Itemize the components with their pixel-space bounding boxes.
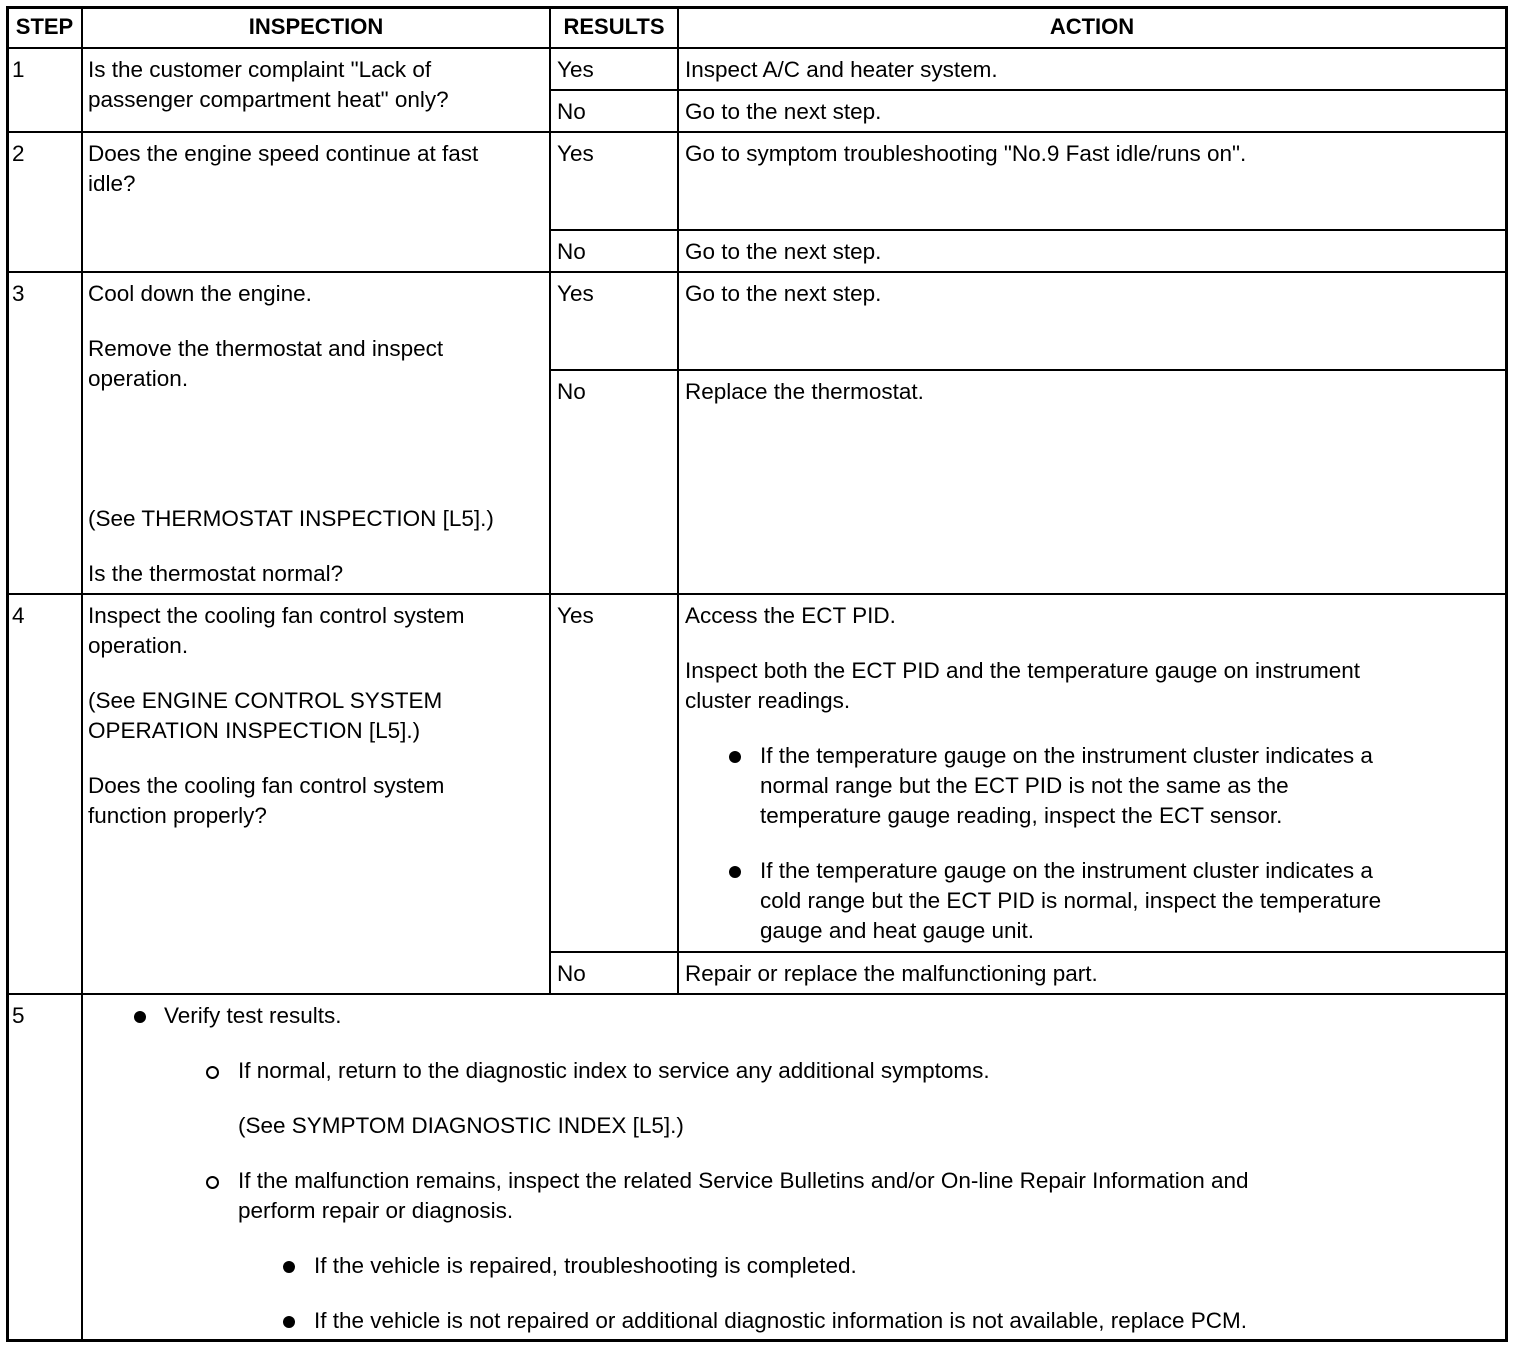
sub-bullet-text: If the malfunction remains, inspect the related Service Bulletins and/or On-line Repair Information and: [238, 1168, 1249, 1193]
row-divider-step2-yesno: [549, 229, 1506, 231]
action-bullet-text: cold range but the ECT PID is normal, inspect the temperature: [760, 888, 1382, 913]
action-yes: Inspect A/C and heater system.: [685, 57, 998, 82]
sub-bullet-icon: [206, 1176, 219, 1189]
inspection-text: Does the engine speed continue at fast: [88, 141, 479, 166]
nested-bullet-text: If the vehicle is not repaired or additional diagnostic information is not available, replace PCM.: [314, 1308, 1248, 1333]
action-bullet-text: gauge and heat gauge unit.: [760, 918, 1034, 943]
result-yes: Yes: [557, 57, 594, 82]
bullet-icon: [283, 1261, 295, 1273]
table-border-bottom: [6, 1339, 1508, 1342]
result-yes: Yes: [557, 141, 594, 166]
nested-bullet-text: If the vehicle is repaired, troubleshooting is completed.: [314, 1253, 857, 1278]
row-divider-step1-yesno: [549, 89, 1506, 91]
action-yes: Go to the next step.: [685, 281, 882, 306]
table-border-right: [1505, 6, 1508, 1342]
row-divider-step4-yesno: [549, 951, 1506, 953]
header-action: ACTION: [1049, 14, 1135, 39]
sub-bullet-text: If normal, return to the diagnostic index to service any additional symptoms.: [238, 1058, 990, 1083]
row-divider-step3-yesno: [549, 369, 1506, 371]
result-yes: Yes: [557, 281, 594, 306]
step-number: 5: [12, 1003, 25, 1028]
action-yes: Go to symptom troubleshooting "No.9 Fast idle/runs on".: [685, 141, 1247, 166]
result-yes: Yes: [557, 603, 594, 628]
header-step: STEP: [15, 14, 74, 39]
action-bullet-text: If the temperature gauge on the instrument cluster indicates a: [760, 743, 1373, 768]
action-yes: Inspect both the ECT PID and the temperature gauge on instrument: [685, 658, 1360, 683]
result-no: No: [557, 99, 586, 124]
step-number: 1: [12, 57, 25, 82]
inspection-text: operation.: [88, 633, 189, 658]
inspection-text: Does the cooling fan control system: [88, 773, 445, 798]
result-no: No: [557, 379, 586, 404]
inspection-text: Cool down the engine.: [88, 281, 312, 306]
inspection-text: Remove the thermostat and inspect: [88, 336, 444, 361]
action-yes: Access the ECT PID.: [685, 603, 896, 628]
sub-bullet-reference: (See SYMPTOM DIAGNOSTIC INDEX [L5].): [238, 1113, 684, 1138]
row-divider-step1: [8, 131, 1506, 133]
bullet-icon: [729, 751, 741, 763]
action-bullet-text: If the temperature gauge on the instrument cluster indicates a: [760, 858, 1373, 883]
step-number: 2: [12, 141, 25, 166]
inspection-reference: OPERATION INSPECTION [L5].): [88, 718, 421, 743]
row-divider-header: [8, 47, 1506, 49]
row-divider-step3: [8, 593, 1506, 595]
result-no: No: [557, 961, 586, 986]
action-no: Go to the next step.: [685, 239, 882, 264]
row-divider-step4: [8, 993, 1506, 995]
inspection-text: operation.: [88, 366, 189, 391]
col-divider-step: [81, 8, 83, 1340]
step-number: 4: [12, 603, 25, 628]
header-inspection: INSPECTION: [248, 14, 384, 39]
action-no: Repair or replace the malfunctioning part.: [685, 961, 1098, 986]
table-border-top: [6, 6, 1508, 9]
action-no: Replace the thermostat.: [685, 379, 924, 404]
table-border-left: [6, 6, 9, 1342]
action-bullet-text: normal range but the ECT PID is not the same as the: [760, 773, 1289, 798]
sub-bullet-text: perform repair or diagnosis.: [238, 1198, 514, 1223]
row-divider-step2: [8, 271, 1506, 273]
inspection-reference: (See THERMOSTAT INSPECTION [L5].): [88, 506, 494, 531]
header-results: RESULTS: [563, 14, 665, 39]
bullet-icon: [134, 1011, 146, 1023]
action-bullet-text: temperature gauge reading, inspect the ECT sensor.: [760, 803, 1283, 828]
result-no: No: [557, 239, 586, 264]
col-divider-inspection: [549, 8, 551, 995]
inspection-text: Is the thermostat normal?: [88, 561, 344, 586]
inspection-text: idle?: [88, 171, 136, 196]
action-yes: cluster readings.: [685, 688, 851, 713]
bullet-icon: [283, 1316, 295, 1328]
col-divider-results: [677, 8, 679, 995]
inspection-reference: (See ENGINE CONTROL SYSTEM: [88, 688, 443, 713]
inspection-text: Is the customer complaint "Lack of: [88, 57, 432, 82]
action-no: Go to the next step.: [685, 99, 882, 124]
inspection-text: function properly?: [88, 803, 267, 828]
sub-bullet-icon: [206, 1066, 219, 1079]
bullet-icon: [729, 866, 741, 878]
inspection-text: Inspect the cooling fan control system: [88, 603, 465, 628]
step-number: 3: [12, 281, 25, 306]
inspection-text: passenger compartment heat" only?: [88, 87, 449, 112]
verify-text: Verify test results.: [164, 1003, 342, 1028]
